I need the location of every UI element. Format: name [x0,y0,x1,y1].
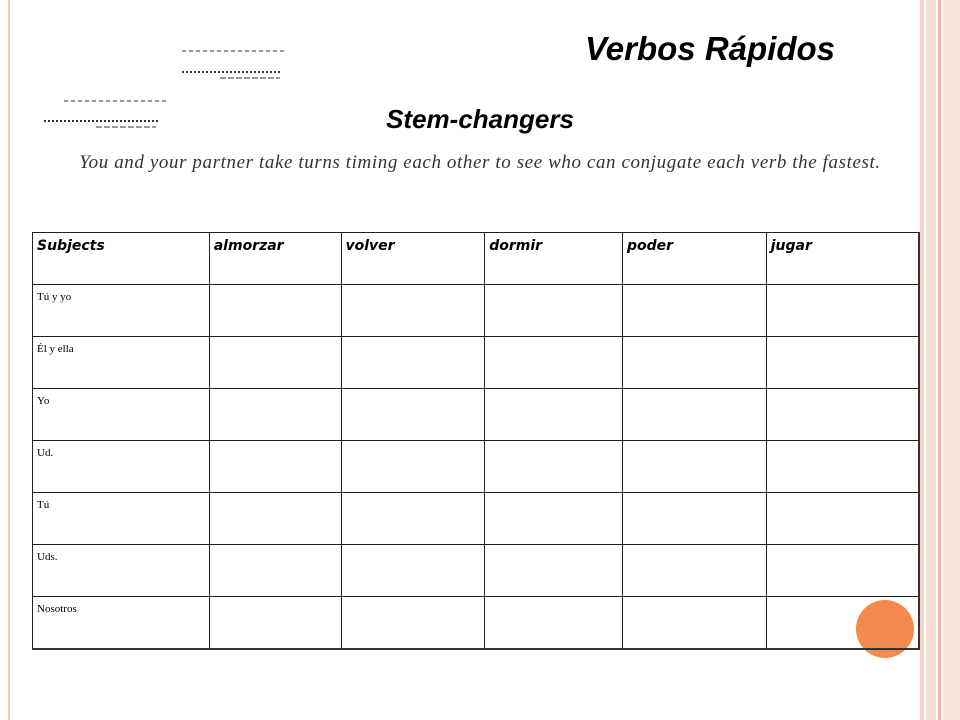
subject-cell: Ud. [33,441,210,493]
conjugation-table [32,232,920,650]
answer-cell [485,545,623,597]
answer-cell [766,441,919,493]
answer-cell [623,545,767,597]
answer-cell [623,389,767,441]
scribble-decoration [40,96,170,136]
answer-cell [341,285,485,337]
column-header: jugar [766,233,919,285]
answer-cell [623,441,767,493]
answer-cell [209,285,341,337]
answer-cell [623,337,767,389]
answer-cell [209,545,341,597]
answer-cell [623,597,767,650]
column-header: dormir [485,233,623,285]
instructions-text: You and your partner take turns timing each other to see who can conjugate each verb the fastest. [79,152,881,173]
answer-cell [766,389,919,441]
answer-cell [766,493,919,545]
subject-cell: Nosotros [33,597,210,650]
answer-cell [341,441,485,493]
column-header: almorzar [209,233,341,285]
table-row [33,285,920,337]
table-row [33,493,920,545]
answer-cell [209,597,341,650]
answer-cell [341,389,485,441]
answer-cell [485,337,623,389]
answer-cell [209,337,341,389]
right-decor-bar [920,0,924,720]
answer-cell [485,441,623,493]
answer-cell [209,441,341,493]
column-header: Subjects [33,233,210,285]
answer-cell [341,545,485,597]
slide-title: Verbos Rápidos [585,30,835,67]
subject-cell: Yo [33,389,210,441]
answer-cell [485,389,623,441]
right-decor-bar [938,0,941,720]
column-header: volver [341,233,485,285]
answer-cell [341,337,485,389]
scribble-decoration [180,46,290,86]
answer-cell [209,389,341,441]
subject-cell: Tú y yo [33,285,210,337]
answer-cell [209,493,341,545]
answer-cell [341,597,485,650]
answer-cell [766,597,919,650]
table-header-row [33,233,920,285]
column-header: poder [623,233,767,285]
left-border-rule [8,0,10,720]
table-row [33,389,920,441]
table-row [33,441,920,493]
answer-cell [623,285,767,337]
subject-cell: Tú [33,493,210,545]
subject-cell: Él y ella [33,337,210,389]
answer-cell [623,493,767,545]
answer-cell [766,337,919,389]
answer-cell [341,493,485,545]
answer-cell [766,545,919,597]
right-decor-bar [943,0,960,720]
table-row [33,597,920,650]
table-row [33,337,920,389]
answer-cell [485,493,623,545]
right-decor-bar [926,0,936,720]
table-row [33,545,920,597]
answer-cell [485,285,623,337]
answer-cell [766,285,919,337]
slide-subtitle: Stem-changers [386,104,574,134]
subject-cell: Uds. [33,545,210,597]
answer-cell [485,597,623,650]
